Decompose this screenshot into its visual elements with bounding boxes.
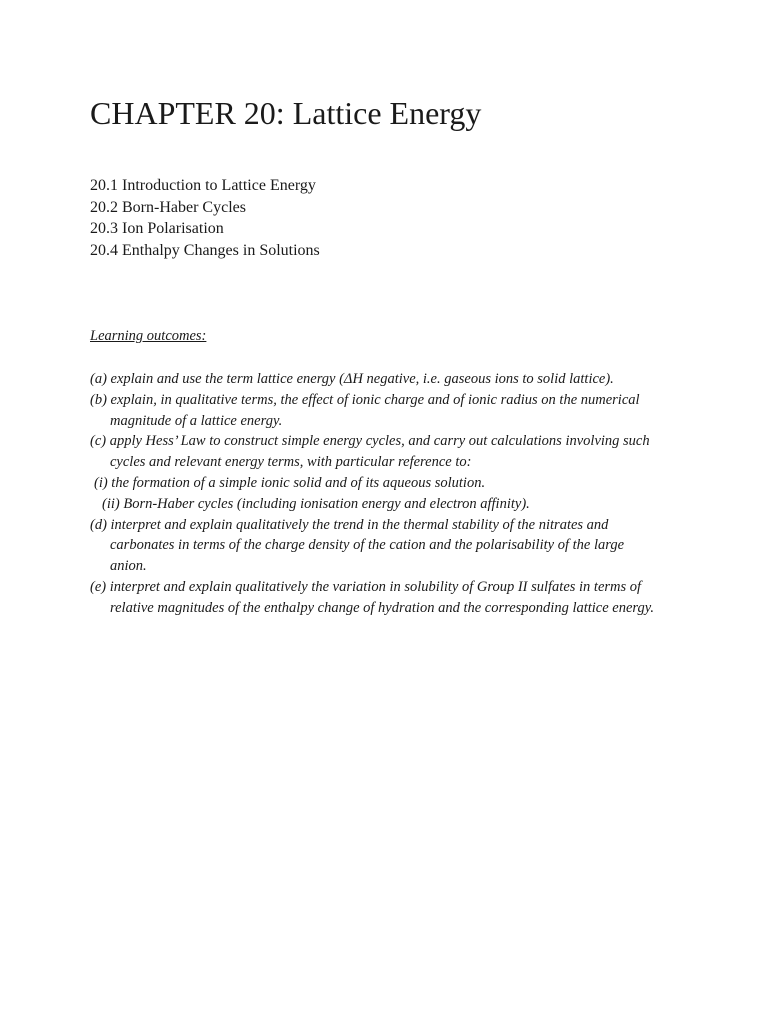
chapter-title: CHAPTER 20: Lattice Energy	[90, 95, 482, 131]
outcome-c-continuation: cycles and relevant energy terms, with particular reference to:	[110, 454, 472, 471]
outcome-d-continuation: carbonates in terms of the charge density of the cation and the polarisability of the large	[110, 537, 625, 554]
outcome-d: (d) interpret and explain qualitatively the trend in the thermal stability of the nitrates and	[90, 516, 609, 533]
learning-outcomes-list	[90, 369, 680, 619]
outcome-a: (a) explain and use the term lattice energy (ΔH negative, i.e. gaseous ions to solid lattice).	[90, 371, 614, 387]
outcome-b: (b) explain, in qualitative terms, the effect of ionic charge and of ionic radius on the numerical	[90, 391, 640, 408]
toc-item-20-2: 20.2 Born-Haber Cycles	[90, 198, 246, 216]
outcome-b-continuation: magnitude of a lattice energy.	[110, 412, 283, 429]
outcome-c-i: (i) the formation of a simple ionic solid and of its aqueous solution.	[94, 474, 486, 491]
learning-outcomes-heading: Learning outcomes:	[90, 328, 207, 344]
table-of-contents	[90, 175, 320, 261]
outcome-c: (c) apply Hess’ Law to construct simple energy cycles, and carry out calculations involving such	[90, 433, 650, 450]
outcome-d-continuation-2: anion.	[110, 558, 147, 575]
toc-item-20-4: 20.4 Enthalpy Changes in Solutions	[90, 241, 320, 259]
outcome-c-ii: (ii) Born-Haber cycles (including ionisation energy and electron affinity).	[102, 495, 530, 512]
outcome-e-continuation: relative magnitudes of the enthalpy change of hydration and the corresponding lattice energy.	[110, 599, 655, 616]
toc-item-20-3: 20.3 Ion Polarisation	[90, 220, 224, 237]
outcome-e: (e) interpret and explain qualitatively the variation in solubility of Group II sulfates in terms of	[90, 578, 642, 595]
toc-item-20-1: 20.1 Introduction to Lattice Energy	[90, 177, 316, 194]
